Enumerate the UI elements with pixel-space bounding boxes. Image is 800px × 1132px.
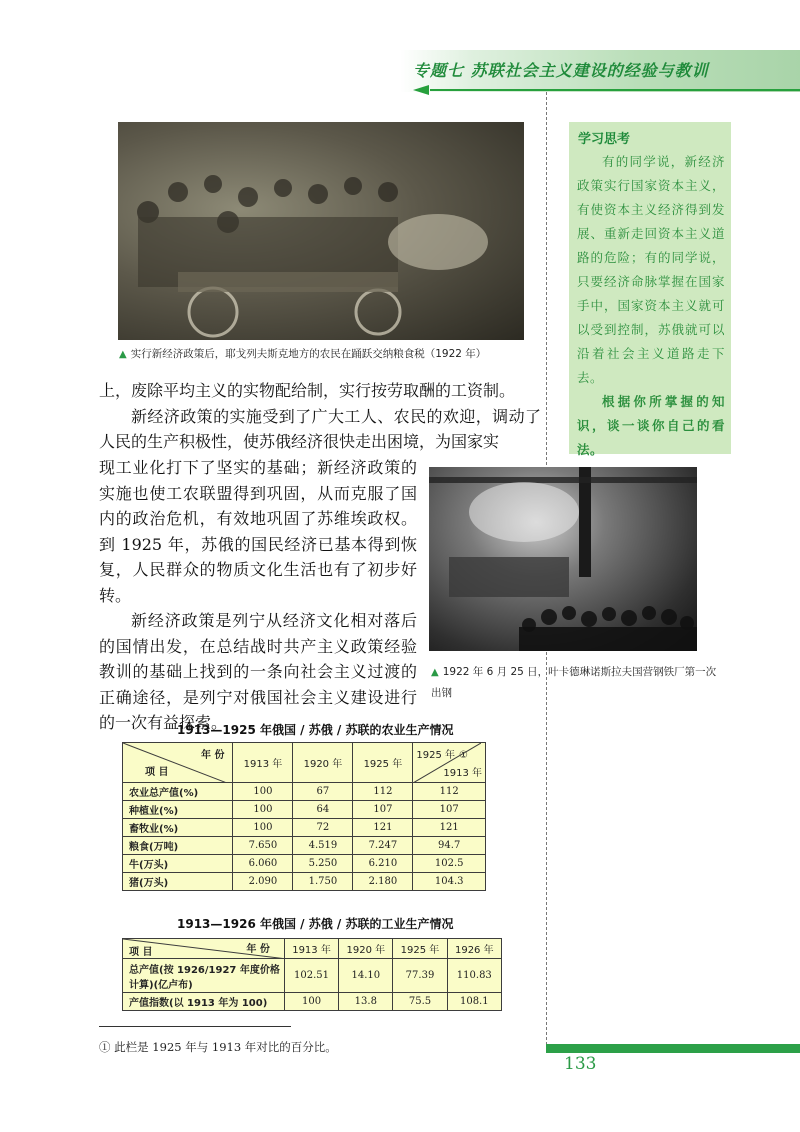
table-cell: 13.8 xyxy=(339,993,393,1011)
body-paragraph: 上，废除平均主义的实物配给制，实行按劳取酬的工资制。 xyxy=(99,381,516,400)
footer-bar xyxy=(546,1044,800,1053)
table1-header: 1925 年 xyxy=(353,743,413,783)
corner-year-label: 年 份 xyxy=(200,750,225,761)
photo1-caption xyxy=(119,344,539,365)
photo2-caption xyxy=(431,662,721,703)
table-cell: 7.650 xyxy=(233,837,293,855)
table-row xyxy=(123,819,486,837)
table-cell: 75.5 xyxy=(393,993,447,1011)
table-cell: 2.180 xyxy=(353,873,413,891)
table2-caption: 1913—1926 年俄国 / 苏俄 / 苏联的工业生产情况 xyxy=(177,917,454,931)
photo-peasants-grain-tax xyxy=(118,122,524,340)
study-think-title: 学习思考 xyxy=(578,132,631,147)
table-row xyxy=(123,993,502,1011)
table-cell: 107 xyxy=(353,801,413,819)
table-cell: 14.10 xyxy=(339,959,393,993)
table-cell: 100 xyxy=(284,993,338,1011)
table-cell: 2.090 xyxy=(233,873,293,891)
table2-header: 1925 年 xyxy=(393,939,447,959)
table1-corner-cell xyxy=(123,743,233,783)
table-cell: 112 xyxy=(353,783,413,801)
table-row xyxy=(123,837,486,855)
table-row xyxy=(123,783,486,801)
table-cell: 108.1 xyxy=(447,993,501,1011)
body-paragraph: 新经济政策是列宁从经济文化相对落后的国情出发，在总结战时共产主义政策经验教训的基础上找到的一条向社会主义过渡的正确途径，是列宁对俄国社会主义建设进行的一次有益探索。 xyxy=(99,611,417,732)
body-text-top xyxy=(99,378,541,455)
table2-header: 1926 年 xyxy=(447,939,501,959)
body-paragraph: 新经济政策的实施受到了广大工人、农民的欢迎，调动了人民的生产积极性，使苏俄经济很快走出困境，为国家实 xyxy=(99,406,541,451)
photo1-caption-text: 实行新经济政策后，耶戈列夫斯克地方的农民在踊跃交纳粮食税（1922 年） xyxy=(130,348,487,360)
row-label: 猪(万头) xyxy=(123,873,233,891)
table-cell: 100 xyxy=(233,783,293,801)
table1-ratio-header xyxy=(413,743,486,783)
table-cell: 100 xyxy=(233,801,293,819)
row-label: 种植业(%) xyxy=(123,801,233,819)
header-arrow-icon xyxy=(413,85,429,95)
table-cell: 112 xyxy=(413,783,486,801)
row-label: 畜牧业(%) xyxy=(123,819,233,837)
table-cell: 6.210 xyxy=(353,855,413,873)
study-think-paragraph: 有的同学说，新经济政策实行国家资本主义，有使资本主义经济得到发展、重新走回资本主义道路的危险；有的同学说，只要经济命脉掌握在国家手中，国家资本主义就可以受到控制，苏俄就可以沿着社会主义道路走下去。 xyxy=(577,154,725,385)
table-cell: 104.3 xyxy=(413,873,486,891)
corner-year-label: 年 份 xyxy=(246,944,270,955)
body-text-left xyxy=(99,455,417,736)
table-row xyxy=(123,959,502,993)
corner-item-label: 项 目 xyxy=(145,767,169,778)
table1-caption: 1913—1925 年俄国 / 苏俄 / 苏联的农业生产情况 xyxy=(177,723,454,737)
table-cell: 64 xyxy=(293,801,353,819)
table-row xyxy=(123,855,486,873)
page-number: 133 xyxy=(564,1054,597,1074)
table-row xyxy=(123,873,486,891)
triangle-icon: ▲ xyxy=(119,349,127,360)
table-cell: 100 xyxy=(233,819,293,837)
ratio-bottom-label: 1913 年 xyxy=(443,768,482,779)
table1-header: 1920 年 xyxy=(293,743,353,783)
table-cell: 6.060 xyxy=(233,855,293,873)
chapter-title: 专题七 苏联社会主义建设的经验与教训 xyxy=(413,61,709,80)
footnote-rule xyxy=(99,1026,291,1027)
ratio-top-label: 1925 年 ① xyxy=(416,750,468,761)
table-cell: 121 xyxy=(353,819,413,837)
study-think-paragraph: 根据你所掌握的知识，谈一谈你自己的看法。 xyxy=(577,394,725,457)
table2-header: 1920 年 xyxy=(339,939,393,959)
table-cell: 121 xyxy=(413,819,486,837)
table-cell: 7.247 xyxy=(353,837,413,855)
triangle-icon: ▲ xyxy=(431,667,439,678)
table-row xyxy=(123,801,486,819)
table-cell: 110.83 xyxy=(447,959,501,993)
table-cell: 94.7 xyxy=(413,837,486,855)
table-cell: 1.750 xyxy=(293,873,353,891)
table2-corner-cell xyxy=(123,939,285,959)
row-label: 总产值(按 1926/1927 年度价格计算)(亿卢布) xyxy=(123,959,285,993)
row-label: 牛(万头) xyxy=(123,855,233,873)
photo-first-steel-pour xyxy=(429,467,697,651)
table-cell: 67 xyxy=(293,783,353,801)
header-rule xyxy=(430,89,800,91)
row-label: 产值指数(以 1913 年为 100) xyxy=(123,993,285,1011)
body-paragraph: 现工业化打下了坚实的基础；新经济政策的实施也使工农联盟得到巩固，从而克服了国内的政治危机，有效地巩固了苏维埃政权。到 1925 年，苏俄的国民经济已基本得到恢复，人民群众的物质文化生活也有了初步好转。 xyxy=(99,458,417,605)
agriculture-table xyxy=(122,742,486,891)
table-cell: 77.39 xyxy=(393,959,447,993)
row-label: 农业总产值(%) xyxy=(123,783,233,801)
table1-header: 1913 年 xyxy=(233,743,293,783)
table-cell: 72 xyxy=(293,819,353,837)
table-cell: 4.519 xyxy=(293,837,353,855)
study-think-body xyxy=(577,150,725,462)
footnote: ① 此栏是 1925 年与 1913 年对比的百分比。 xyxy=(99,1040,337,1054)
table2-header: 1913 年 xyxy=(284,939,338,959)
photo2-caption-text: 1922 年 6 月 25 日，叶卡德琳诺斯拉夫国营钢铁厂第一次出钢 xyxy=(431,666,717,699)
row-label: 粮食(万吨) xyxy=(123,837,233,855)
table-cell: 107 xyxy=(413,801,486,819)
table-cell: 102.51 xyxy=(284,959,338,993)
table-cell: 5.250 xyxy=(293,855,353,873)
corner-item-label: 项 目 xyxy=(129,947,153,958)
table-cell: 102.5 xyxy=(413,855,486,873)
industry-table xyxy=(122,938,502,1011)
